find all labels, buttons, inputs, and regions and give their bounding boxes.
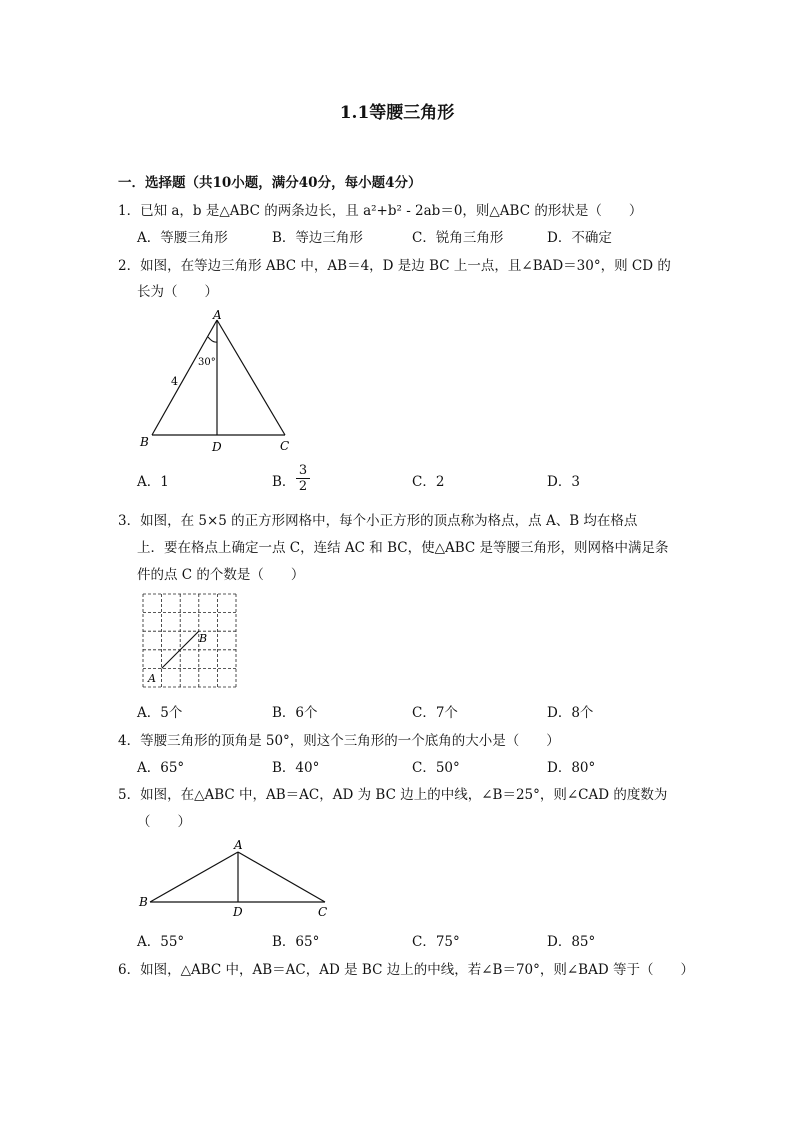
question-5-text: 5．如图，在△ABC 中，AB＝AC，AD 为 BC 边上的中线，∠B＝25°，则∠CAD 的度数为 — [118, 787, 668, 803]
q5-label-d: D — [233, 905, 243, 919]
q4-option-b: B．40° — [272, 760, 320, 776]
q5-isosceles-triangle-figure — [135, 836, 335, 921]
q5-option-d: D．85° — [547, 934, 596, 950]
q2-angle-label: 30° — [198, 357, 216, 368]
q2-option-b-fraction — [296, 464, 310, 493]
question-3-text-cont1: 上．要在格点上确定一点 C，连结 AC 和 BC，使△ABC 是等腰三角形，则网格中满足条 — [137, 540, 669, 556]
question-6-text: 6．如图，△ABC 中，AB＝AC，AD 是 BC 边上的中线，若∠B＝70°，则∠BAD 等于（ ） — [118, 962, 694, 978]
page-title: 1.1等腰三角形 — [339, 103, 455, 123]
fraction-numerator: 3 — [298, 463, 308, 478]
q3-option-d: D．8个 — [547, 705, 594, 721]
q2-option-b: B． — [272, 474, 296, 490]
q1-option-a: A．等腰三角形 — [137, 230, 228, 246]
q3-grid-figure — [140, 591, 240, 691]
q2-equilateral-triangle-figure — [135, 305, 305, 455]
question-3-text-cont2: 件的点 C 的个数是（ ） — [137, 567, 305, 583]
q5-label-a: A — [234, 838, 243, 852]
q5-label-c: C — [318, 905, 328, 919]
q2-label-d: D — [212, 440, 222, 454]
q3-label-a: A — [148, 672, 156, 685]
q2-side-length: 4 — [171, 375, 178, 388]
q5-option-c: C．75° — [412, 934, 460, 950]
q3-option-c: C．7个 — [412, 705, 458, 721]
q2-option-c: C．2 — [412, 474, 445, 490]
q2-option-d: D．3 — [547, 474, 580, 490]
q2-label-c: C — [280, 439, 290, 453]
question-5-text-cont: （ ） — [137, 814, 191, 830]
q3-option-a: A．5个 — [137, 705, 183, 721]
q3-option-b: B．6个 — [272, 705, 318, 721]
q2-label-b: B — [140, 435, 149, 449]
q3-label-b: B — [199, 632, 208, 645]
q1-option-c: C．锐角三角形 — [412, 230, 504, 246]
q4-option-c: C．50° — [412, 760, 460, 776]
q5-option-b: B．65° — [272, 934, 320, 950]
q2-label-a: A — [213, 308, 222, 322]
q2-option-a: A．1 — [137, 474, 169, 490]
q1-option-d: D．不确定 — [547, 230, 612, 246]
q4-option-a: A．65° — [137, 760, 185, 776]
q1-option-b: B．等边三角形 — [272, 230, 363, 246]
fraction-denominator: 2 — [298, 479, 308, 494]
question-1-text: 1．已知 a，b 是△ABC 的两条边长，且 a²+b² - 2ab＝0，则△ABC 的形状是（ ） — [118, 203, 643, 219]
q5-option-a: A．55° — [137, 934, 185, 950]
question-4-text: 4．等腰三角形的顶角是 50°，则这个三角形的一个底角的大小是（ ） — [118, 733, 560, 749]
question-2-text-cont: 长为（ ） — [137, 284, 218, 300]
question-2-text: 2．如图，在等边三角形 ABC 中，AB＝4，D 是边 BC 上一点，且∠BAD＝30°，则 CD 的 — [118, 258, 671, 274]
question-3-text: 3．如图，在 5×5 的正方形网格中，每个小正方形的顶点称为格点，点 A、B 均在格点 — [118, 513, 638, 529]
q4-option-d: D．80° — [547, 760, 596, 776]
q5-label-b: B — [139, 895, 148, 909]
section-heading: 一．选择题（共10小题，满分40分，每小题4分） — [118, 175, 422, 191]
